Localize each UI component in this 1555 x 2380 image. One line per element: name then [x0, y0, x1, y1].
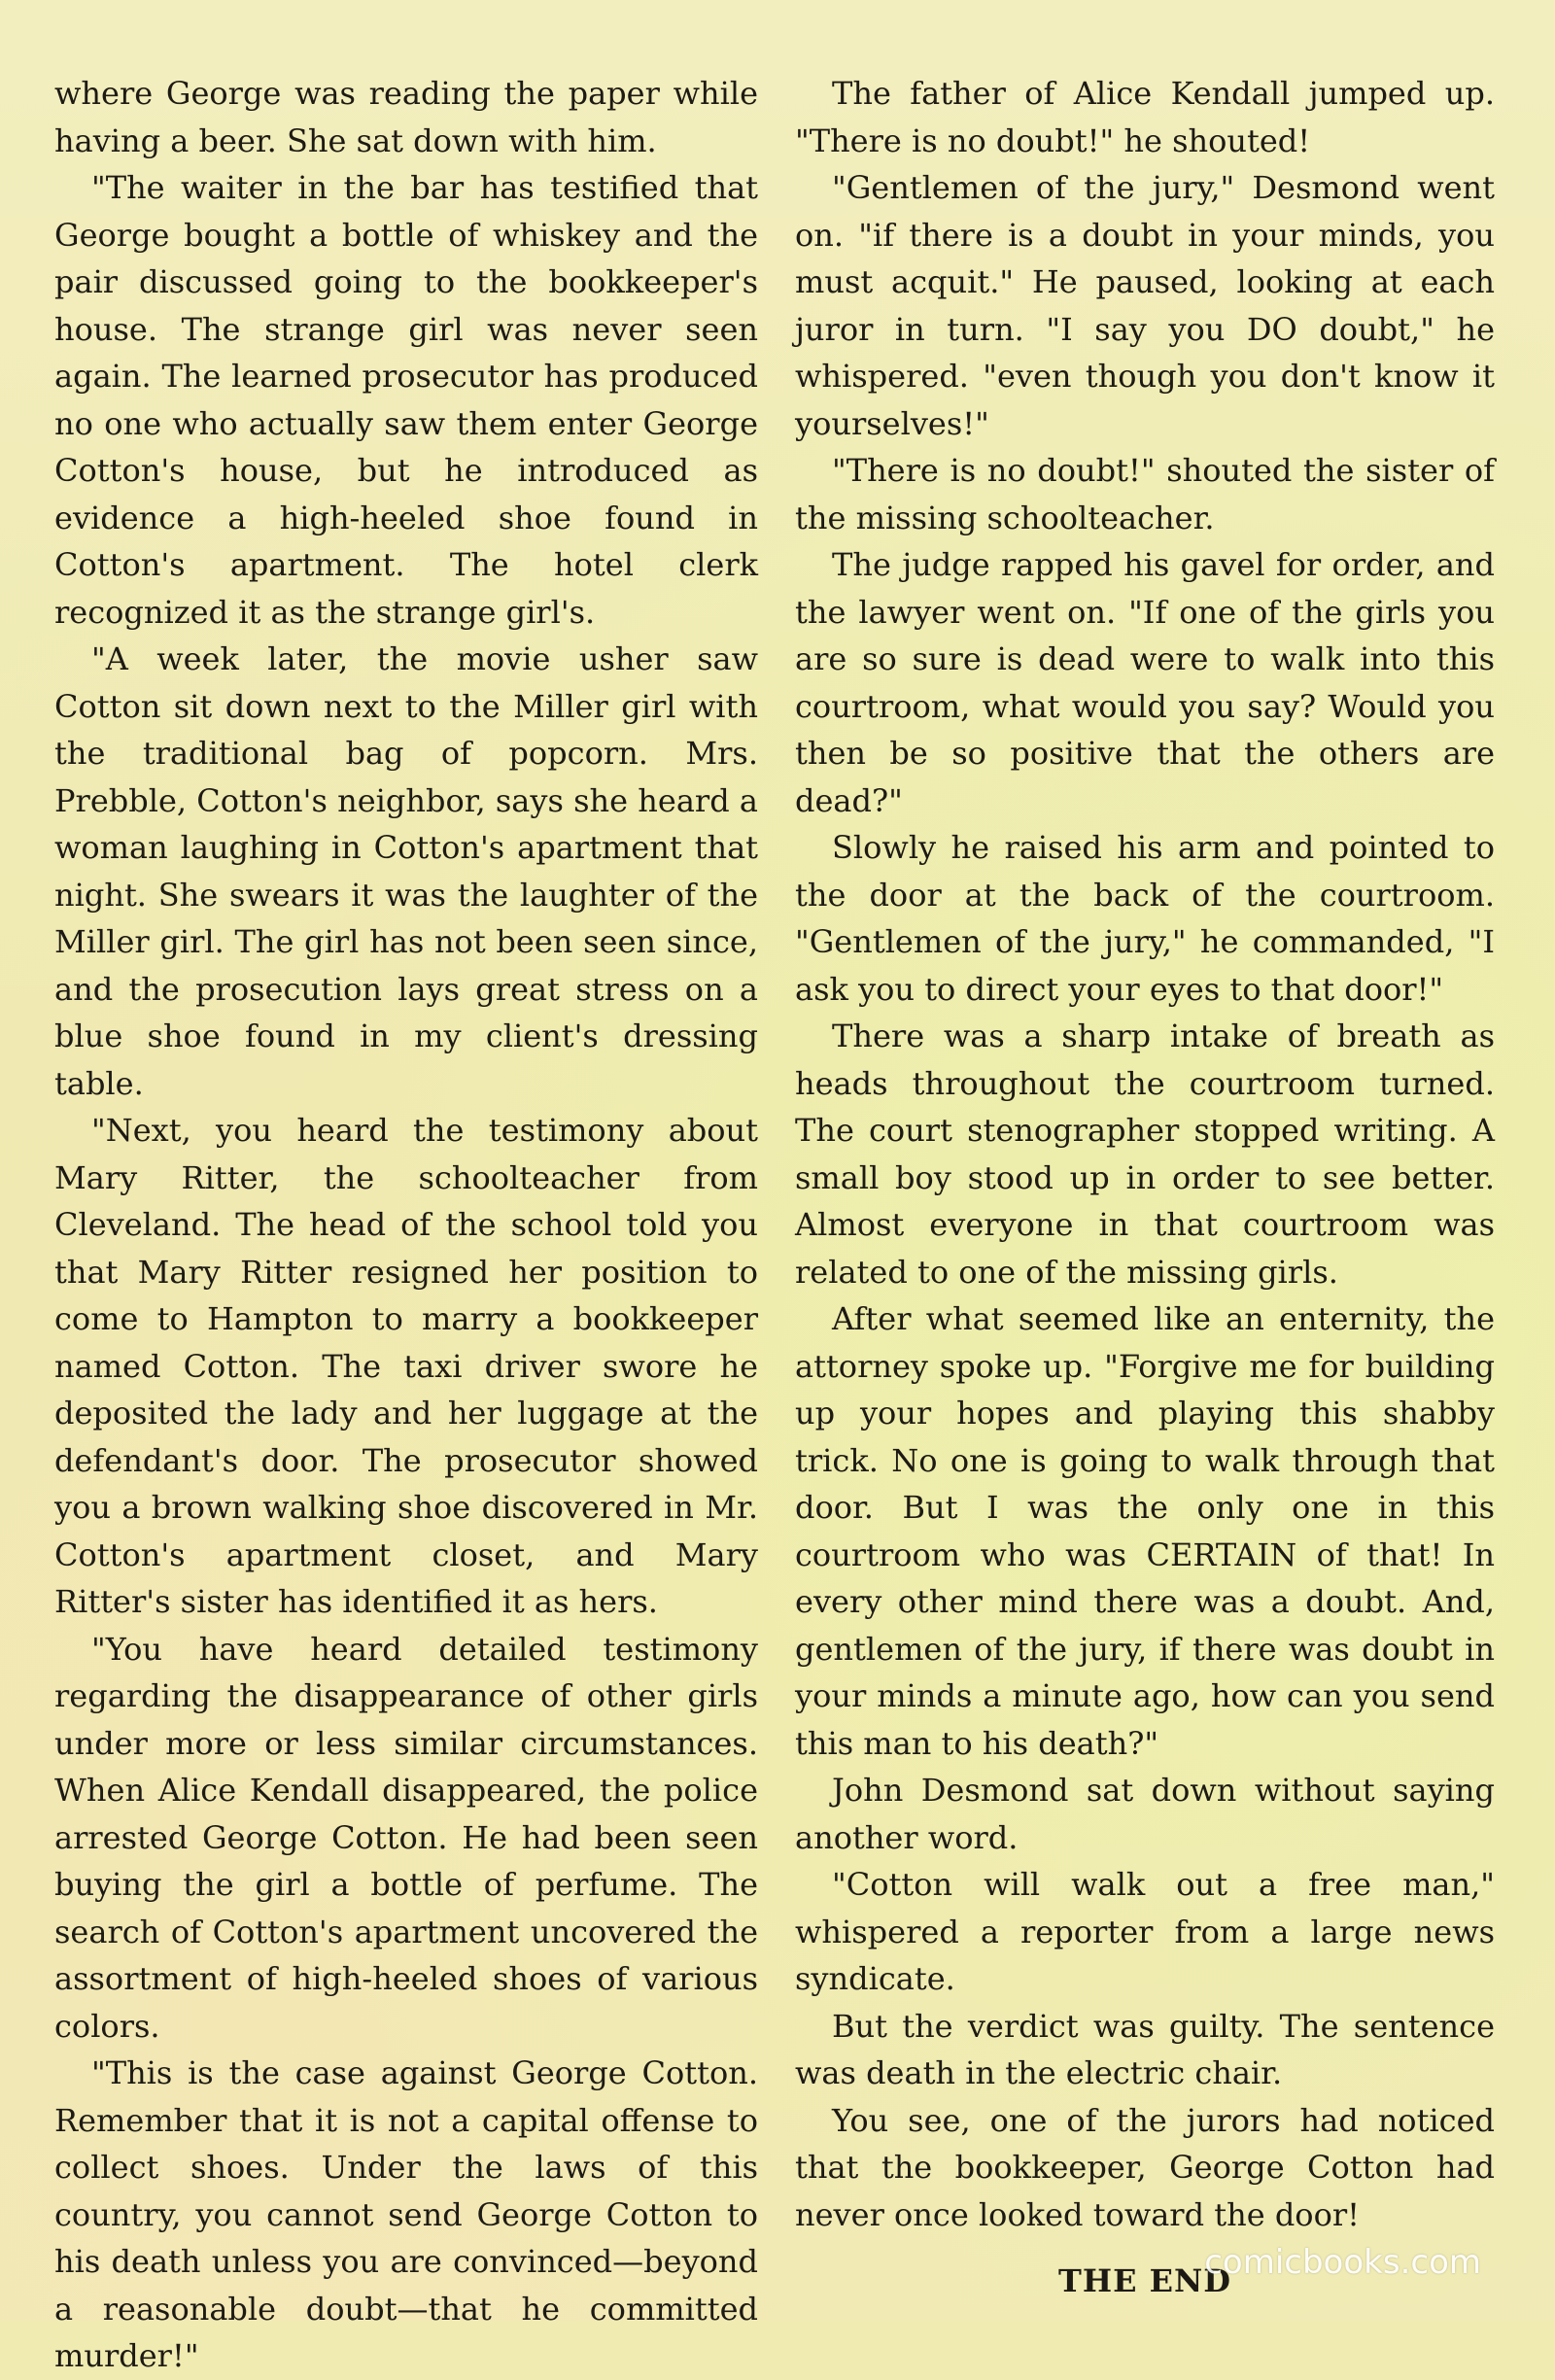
right-column [795, 70, 1495, 2305]
paragraph: After what seemed like an enternity, the attorney spoke up. "Forgive me for building up your hopes and playing this shabby trick. No one is going to walk through that door. But I was the only one in this courtroom who was CERTAIN of that! In every other mind there was a doubt. And, gentlemen of the jury, if there was doubt in your minds a minute ago, how can you send this man to his death?" [795, 1300, 1495, 1762]
paragraph: There was a sharp intake of breath as heads throughout the courtroom turned. The court stenographer stopped writing. A small boy stood up in order to see better. Almost everyone in that courtroom was related to one of the missing girls. [795, 1018, 1495, 1291]
paragraph: The father of Alice Kendall jumped up. "There is no doubt!" he shouted! [795, 75, 1495, 159]
left-column [54, 70, 758, 2380]
site-watermark: comicbooks.com [1204, 2243, 1481, 2282]
paragraph: Slowly he raised his arm and pointed to the door at the back of the courtroom. "Gentlemen of the jury," he commanded, "I ask you to direct your eyes to that door!" [795, 829, 1495, 1008]
paragraph: You see, one of the jurors had noticed that the bookkeeper, George Cotton had never once looked toward the door! [795, 2101, 1495, 2233]
paragraph: "Cotton will walk out a free man," whispered a reporter from a large news syndicate. [795, 1866, 1495, 1997]
paragraph: "This is the case against George Cotton. Remember that it is not a capital offense to collect shoes. Under the laws of this country, you cannot send George Cotton to his death unless you are convinced—beyond a reasonable doubt—that he committed murder!" [54, 2054, 758, 2374]
the-end-label: THE END [1058, 2262, 1231, 2299]
paragraph: "Next, you heard the testimony about Mary Ritter, the schoolteacher from Cleveland. The head of the school told you that Mary Ritter resigned her position to come to Hampton to marry a bookkeeper named Cotton. The taxi driver swore he deposited the lady and her luggage at the defendant's door. The prosecutor showed you a brown walking shoe discovered in Mr. Cotton's apartment closet, and Mary Ritter's sister has identified it as hers. [54, 1112, 758, 1620]
paragraph: "You have heard detailed testimony regarding the disappearance of other girls under more or less similar circumstances. When Alice Kendall disappeared, the police arrested George Cotton. He had been seen buying the girl a bottle of perfume. The search of Cotton's apartment uncovered the assortment of high-heeled shoes of various colors. [54, 1630, 758, 2045]
paragraph: where George was reading the paper while having a beer. She sat down with him. [54, 75, 758, 159]
paragraph: "There is no doubt!" shouted the sister of the missing schoolteacher. [795, 452, 1495, 536]
paragraph: "Gentlemen of the jury," Desmond went on. "if there is a doubt in your minds, you must acquit." He paused, looking at each juror in turn. "I say you DO doubt," he whispered. "even though you don't know it yourselves!" [795, 169, 1495, 442]
paragraph: But the verdict was guilty. The sentence was death in the electric chair. [795, 2007, 1495, 2091]
paragraph: "A week later, the movie usher saw Cotton sit down next to the Miller girl with the traditional bag of popcorn. Mrs. Prebble, Cotton's neighbor, says she heard a woman laughing in Cotton's apartment that night. She swears it was the laughter of the Miller girl. The girl has not been seen since, and the prosecution lays great stress on a blue shoe found in my client's dressing table. [54, 640, 758, 1102]
paragraph: John Desmond sat down without saying another word. [795, 1772, 1495, 1856]
paragraph: The judge rapped his gavel for order, and the lawyer went on. "If one of the girls you are so sure is dead were to walk into this courtroom, what would you say? Would you then be so positive that the others are dead?" [795, 546, 1495, 819]
paragraph: "The waiter in the bar has testified that George bought a bottle of whiskey and the pair discussed going to the bookkeeper's house. The strange girl was never seen again. The learned prosecutor has produced no one who actually saw them enter George Cotton's house, but he introduced as evidence a high-heeled shoe found in Cotton's apartment. The hotel clerk recognized it as the strange girl's. [54, 169, 758, 631]
